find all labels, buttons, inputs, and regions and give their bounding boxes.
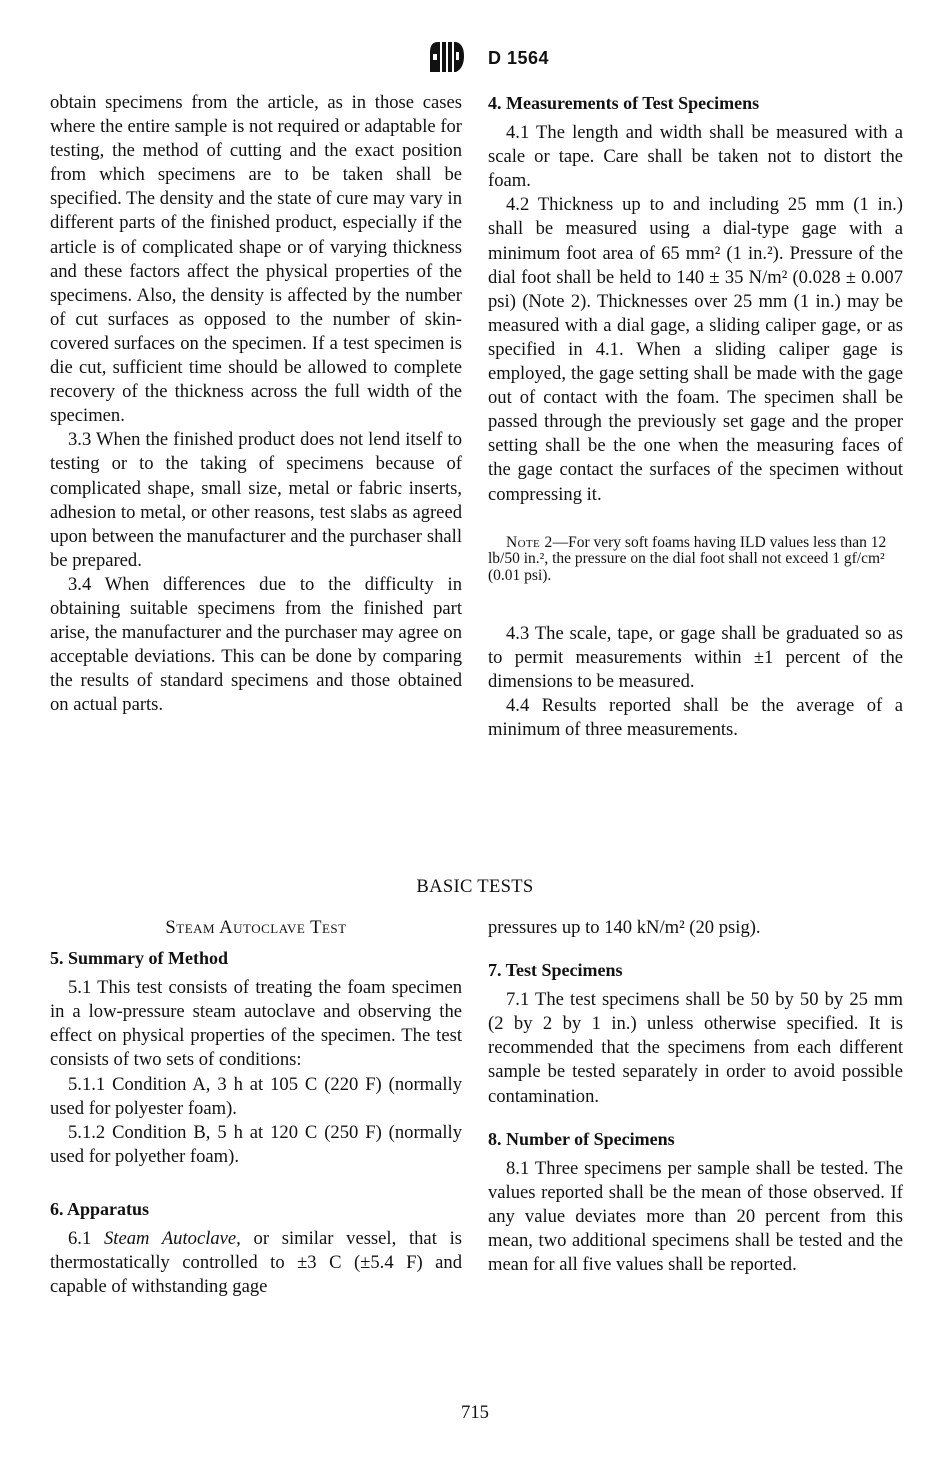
- page-header: [0, 38, 950, 78]
- right-column-top: [488, 91, 903, 743]
- paragraph-8-1: 8.1 Three specimens per sample shall be tested. The values reported shall be the mean of those observed. If any value deviates more than 20 percent from this mean, two additional specimens shall be tested and the mean for all five values shall be reported.: [488, 1157, 903, 1276]
- basic-tests-heading: BASIC TESTS: [416, 876, 534, 897]
- paragraph-5-1: 5.1 This test consists of treating the foam specimen in a low-pressure steam autoclave and observing the effect on physical properties of the specimen. The test consists of two sets of conditions:: [50, 977, 462, 1071]
- paragraph-6-1-continued: pressures up to 140 kN/m² (20 psig).: [488, 917, 761, 938]
- paragraph-6-1-text: or similar vessel, that is thermostatically controlled to ±3 C (±5.4 F) and capable of withstanding gage: [50, 1228, 462, 1298]
- paragraph-6-1: [50, 1227, 462, 1299]
- paragraph-5-1-2: 5.1.2 Condition B, 5 h at 120 C (250 F) (normally used for polyether foam).: [50, 1121, 462, 1167]
- paragraph-5-1-1: 5.1.1 Condition A, 3 h at 105 C (220 F) (normally used for polyester foam).: [50, 1073, 462, 1119]
- note-2: [488, 535, 903, 585]
- section-8-heading: 8. Number of Specimens: [488, 1128, 675, 1149]
- paragraph-4-4: 4.4 Results reported shall be the average of a minimum of three measurements.: [488, 695, 903, 741]
- paragraph-4-2: 4.2 Thickness up to and including 25 mm (1 in.) shall be measured using a dial-type gage with a minimum foot area of 65 mm² (1 in.²). Pressure of the dial foot shall be held to 140 ± 35 N/m² (0.028 ± 0.007 psi) (Note 2). Thicknesses over 25 mm (1 in.) may be measured with a dial gage, a sliding caliper gage, or as specified in 4.1. When a sliding caliper gage is employed, the gage setting shall be made with the gage out of contact with the foam. The specimen shall be passed through the previously set gage and the proper setting shall be the one when the measuring faces of the gage contact the surfaces of the specimen without compressing it.: [488, 194, 903, 505]
- left-column-bottom: [50, 916, 462, 1299]
- paragraph-7-1: 7.1 The test specimens shall be 50 by 50 by 25 mm (2 by 2 by 1 in.) unless otherwise specified. It is recommended that the specimens from each different sample be tested separately in order to avoid possible contamination.: [488, 989, 903, 1107]
- steam-autoclave-subheading: Steam Autoclave Test: [165, 917, 347, 938]
- paragraph-6-1-number: 6.1: [68, 1228, 104, 1250]
- left-column-top: [50, 91, 462, 717]
- page-number: 715: [461, 1402, 489, 1423]
- section-4-heading: 4. Measurements of Test Specimens: [488, 93, 760, 113]
- designation: D 1564: [488, 48, 550, 68]
- section-6-heading: 6. Apparatus: [50, 1198, 150, 1219]
- paragraph-4-1: 4.1 The length and width shall be measured with a scale or tape. Care shall be taken not to distort the foam.: [488, 122, 903, 192]
- astm-logo: [426, 38, 466, 78]
- paragraph-4-3: 4.3 The scale, tape, or gage shall be graduated so as to permit measurements within ±1 percent of the dimensions to be measured.: [488, 623, 903, 693]
- section-5-heading: 5. Summary of Method: [50, 948, 228, 969]
- section-7-heading: 7. Test Specimens: [488, 960, 623, 981]
- paragraph-3-3: 3.3 When the finished product does not lend itself to testing or to the taking of specimens because of complicated shape, small size, metal or fabric inserts, adhesion to metal, or other reasons, test slabs as agreed upon between the manufacturer and the purchaser shall be prepared.: [50, 429, 462, 571]
- note-2-text: —For very soft foams having ILD values less than 12 lb/50 in.², the pressure on the dial foot shall not exceed 1 gf/cm² (0.01 psi).: [488, 533, 887, 584]
- note-2-label: Note 2: [506, 533, 553, 551]
- steam-autoclave-term: Steam Autoclave,: [103, 1228, 241, 1250]
- paragraph-3-2-continued: obtain specimens from the article, as in those cases where the entire sample is not required or adaptable for testing, the method of cutting and the exact position from which specimens are to be taken shall be specified. The density and the state of cure may vary in different parts of the finished product, especially if the article is of complicated shape or of varying thickness and these factors affect the physical properties of the specimens. Also, the density is affected by the number of cut surfaces as opposed to the number of skin-covered surfaces on the specimen. If a test specimen is die cut, sufficient time should be allowed to complete recovery of the thickness across the full width of the specimen.: [50, 92, 462, 427]
- paragraph-3-4: 3.4 When differences due to the difficulty in obtaining suitable specimens from the finished part arise, the manufacturer and the purchaser may agree on acceptable deviations. This can be done by comparing the results of standard specimens and those obtained on actual parts.: [50, 573, 462, 716]
- right-column-bottom: [488, 916, 903, 1277]
